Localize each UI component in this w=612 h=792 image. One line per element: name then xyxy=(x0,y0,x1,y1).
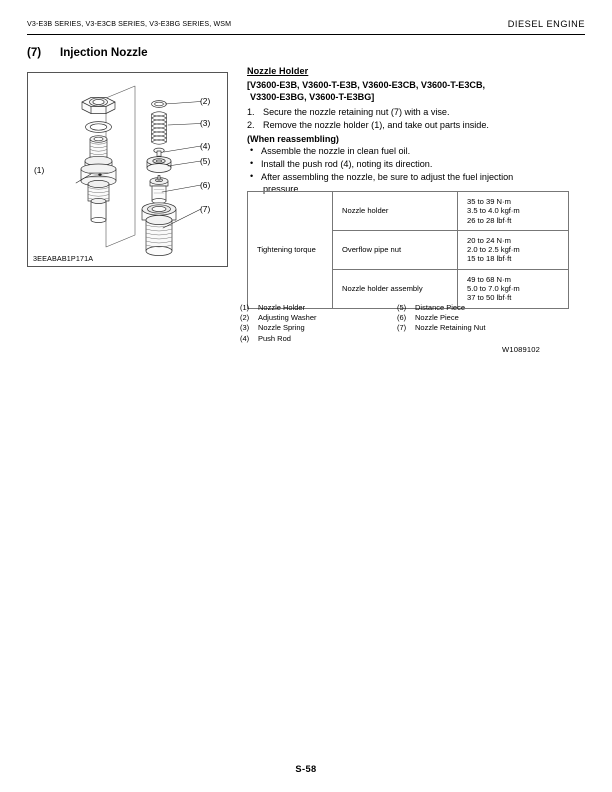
procedure-heading: Nozzle Holder xyxy=(247,66,309,76)
legend-label: Push Rod xyxy=(258,333,291,343)
bullet-icon: • xyxy=(250,171,254,182)
reassembly-note xyxy=(247,145,542,158)
table-row xyxy=(248,192,569,231)
torque-value-cell xyxy=(458,230,569,269)
legend-item xyxy=(397,303,485,313)
figure-panel xyxy=(27,72,228,267)
procedure-steps-list xyxy=(247,106,542,131)
figure-callout-6: (6) xyxy=(200,180,211,190)
legend-label: Nozzle Retaining Nut xyxy=(415,323,486,333)
reassembly-notes-list xyxy=(247,145,542,196)
legend-item xyxy=(240,303,317,313)
torque-value-nm: 49 to 68 N·m xyxy=(467,274,511,284)
reassembly-note xyxy=(247,158,542,171)
figure-code: 3EEABAB1P171A xyxy=(33,254,94,263)
bullet-icon: • xyxy=(250,158,254,169)
torque-value-nm: 20 to 24 N·m xyxy=(467,235,511,245)
models-line-2: V3300-E3BG, V3600-T-E3BG] xyxy=(250,91,375,102)
torque-value-kgf: 2.0 to 2.5 kgf·m xyxy=(467,245,520,255)
note-text: Install the push rod (4), noting its direction. xyxy=(261,158,433,169)
figure-callout-1: (1) xyxy=(34,165,45,175)
parts-legend xyxy=(240,303,540,349)
figure-callout-7: (7) xyxy=(200,204,211,214)
legend-index: (6) xyxy=(397,313,407,323)
legend-index: (5) xyxy=(397,303,407,312)
injection-nozzle-exploded-diagram xyxy=(28,73,227,266)
section-number: (7) xyxy=(27,46,42,59)
procedure-column xyxy=(247,66,542,196)
legend-label: Distance Piece xyxy=(415,303,466,312)
step-marker: 2. xyxy=(247,120,255,131)
document-reference-code: W1089102 xyxy=(502,345,540,354)
bullet-icon: • xyxy=(250,145,254,155)
legend-index: (7) xyxy=(397,323,407,333)
legend-label: Adjusting Washer xyxy=(258,313,317,323)
torque-value-nm: 35 to 39 N·m xyxy=(467,197,511,206)
procedure-step xyxy=(247,119,542,131)
torque-value-lbf: 37 to 50 lbf·ft xyxy=(467,293,512,303)
page-title xyxy=(27,46,148,59)
torque-item-name: Overflow pipe nut xyxy=(333,230,458,269)
step-marker: 1. xyxy=(247,107,255,118)
legend-label: Nozzle Spring xyxy=(258,323,305,333)
header-series-text: V3-E3B SERIES, V3-E3CB SERIES, V3-E3BG SERIES, WSM xyxy=(27,20,232,28)
models-line-1: [V3600-E3B, V3600-T-E3B, V3600-E3CB, V3600-T-E3CB, xyxy=(247,80,486,90)
torque-value-kgf: 5.0 to 7.0 kgf·m xyxy=(467,284,520,294)
header-document-type: DIESEL ENGINE xyxy=(507,19,585,29)
note-text: Assemble the nozzle in clean fuel oil. xyxy=(261,145,411,156)
legend-index: (4) xyxy=(240,333,250,343)
legend-label: Nozzle Piece xyxy=(415,313,459,323)
legend-item xyxy=(240,313,317,323)
torque-value-kgf: 3.5 to 4.0 kgf·m xyxy=(467,206,520,216)
step-text: Remove the nozzle holder (1), and take out parts inside. xyxy=(263,120,489,131)
legend-item xyxy=(397,323,485,333)
note-text: After assembling the nozzle, be sure to adjust the fuel injection xyxy=(261,171,514,182)
legend-index: (2) xyxy=(240,313,250,323)
torque-item-name: Nozzle holder assembly xyxy=(333,269,458,308)
header-divider xyxy=(27,34,585,35)
legend-item xyxy=(397,313,485,323)
torque-row-label: Tightening torque xyxy=(248,192,333,309)
legend-label: Nozzle Holder xyxy=(258,303,306,312)
figure-callout-5: (5) xyxy=(200,156,211,166)
figure-callout-4: (4) xyxy=(200,141,211,151)
parts-legend-column-right xyxy=(397,303,485,334)
parts-legend-column-left xyxy=(240,303,317,344)
page-number: S-58 xyxy=(295,764,317,774)
torque-value-lbf: 26 to 28 lbf·ft xyxy=(467,215,512,225)
figure-callout-2: (2) xyxy=(200,96,211,106)
legend-index: (1) xyxy=(240,303,250,312)
reassembly-heading: (When reassembling) xyxy=(247,133,339,144)
figure-callout-3: (3) xyxy=(200,118,211,128)
note-text-continued: pressure. xyxy=(263,184,301,195)
legend-item xyxy=(240,323,317,333)
running-header xyxy=(27,20,585,36)
legend-index: (3) xyxy=(240,323,250,333)
legend-item xyxy=(240,334,317,344)
procedure-step xyxy=(247,106,542,118)
tightening-torque-table xyxy=(247,191,569,309)
torque-item-name: Nozzle holder xyxy=(333,192,458,231)
step-text: Secure the nozzle retaining nut (7) with a vise. xyxy=(263,107,450,118)
torque-value-cell xyxy=(458,192,569,231)
section-title-text: Injection Nozzle xyxy=(60,46,148,59)
applicable-models xyxy=(247,80,542,103)
torque-value-lbf: 15 to 18 lbf·ft xyxy=(467,254,512,264)
